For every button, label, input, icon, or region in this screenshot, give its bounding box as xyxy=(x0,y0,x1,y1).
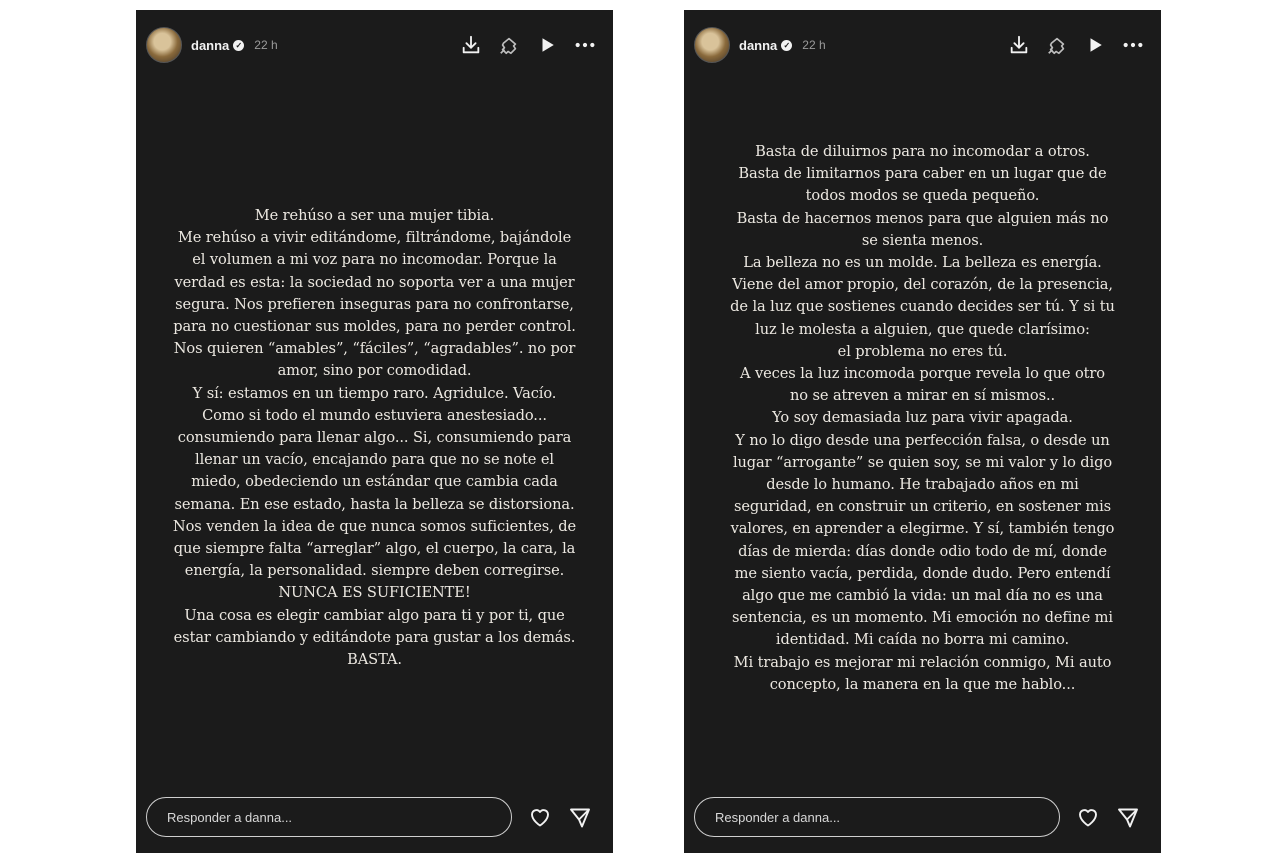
text-line: algo que me cambió la vida: un mal día no es una xyxy=(742,587,1103,605)
download-icon[interactable] xyxy=(1007,33,1031,57)
play-icon[interactable] xyxy=(535,33,559,57)
text-line: Basta de limitarnos para caber en un lugar que de xyxy=(738,165,1107,183)
text-line: el volumen a mi voz para no incomodar. Porque la xyxy=(192,251,557,269)
text-line: Como si todo el mundo estuviera anestesiado... xyxy=(202,406,547,424)
text-line: concepto, la manera en la que me hablo... xyxy=(769,675,1076,693)
username[interactable]: danna xyxy=(739,37,778,53)
text-line: Nos venden la idea de que nunca somos suficientes, de xyxy=(172,517,577,535)
text-line: Me rehúso a ser una mujer tibia. xyxy=(254,207,495,224)
text-line: me siento vacía, perdida, donde dudo. Pero entendí xyxy=(734,564,1111,582)
text-line: consumiendo para llenar algo... Si, consumiendo para xyxy=(177,429,572,447)
text-line: llenar un vacío, encajando para que no se note el xyxy=(195,451,554,469)
verified-badge-icon: ✓ xyxy=(233,40,244,51)
text-line: Mi trabajo es mejorar mi relación conmigo, Mi auto xyxy=(733,653,1112,671)
download-icon[interactable] xyxy=(459,33,483,57)
text-line: seguridad, en construir un criterio, en sostener mis xyxy=(733,498,1112,516)
story-text xyxy=(158,205,591,671)
text-line: identidad. Mi caída no borra mi camino. xyxy=(775,631,1070,649)
reply-bar xyxy=(146,795,601,839)
more-icon[interactable] xyxy=(573,33,597,57)
text-line: valores, en aprender a elegirme. Y sí, también tengo xyxy=(730,520,1115,538)
text-line: Me rehúso a vivir editándome, filtrándome, bajándole xyxy=(177,229,572,247)
text-line: lugar “arrogante” se quien soy, se mi valor y lo digo xyxy=(732,453,1113,471)
text-line: el problema no eres tú. xyxy=(837,342,1008,360)
text-line: Una cosa es elegir cambiar algo para ti y por ti, que xyxy=(184,606,565,624)
heart-icon[interactable] xyxy=(1076,805,1100,829)
text-line: BASTA. xyxy=(347,651,402,669)
text-line: días de mierda: días donde odio todo de mí, donde xyxy=(738,542,1107,560)
story-text xyxy=(706,141,1139,696)
story-header xyxy=(146,30,597,60)
text-line: desde lo humano. He trabajado años en mi xyxy=(766,476,1079,494)
text-line: A veces la luz incomoda porque revela lo que otro xyxy=(740,365,1105,383)
heart-icon[interactable] xyxy=(528,805,552,829)
text-line: Basta de diluirnos para no incomodar a otros. xyxy=(755,143,1090,160)
story-panel[interactable] xyxy=(684,10,1161,853)
text-line: amor, sino por comodidad. xyxy=(277,362,472,380)
text-line: todos modos se queda pequeño. xyxy=(805,187,1040,205)
story-header xyxy=(694,30,1145,60)
text-line: Basta de hacernos menos para que alguien más no xyxy=(736,209,1109,227)
text-line: de la luz que sostienes cuando decides ser tú. Y si tu xyxy=(730,298,1115,316)
more-icon[interactable] xyxy=(1121,33,1145,57)
text-line: miedo, obedeciendo un estándar que cambia cada xyxy=(191,473,558,491)
reply-input[interactable] xyxy=(694,797,1060,837)
text-line: Y sí: estamos en un tiempo raro. Agridulce. Vacío. xyxy=(192,384,557,402)
text-line: que siempre falta “arreglar” algo, el cuerpo, la cara, la xyxy=(173,540,576,558)
story-panel[interactable] xyxy=(136,10,613,853)
timestamp: 22 h xyxy=(254,38,278,52)
reply-bar xyxy=(694,795,1149,839)
text-line: La belleza no es un molde. La belleza es energía. xyxy=(743,254,1102,272)
reply-input[interactable] xyxy=(146,797,512,837)
play-icon[interactable] xyxy=(1083,33,1107,57)
avatar[interactable] xyxy=(146,27,182,63)
username[interactable]: danna xyxy=(191,37,230,53)
timestamp: 22 h xyxy=(802,38,826,52)
verified-badge-icon: ✓ xyxy=(781,40,792,51)
text-line: luz le molesta a alguien, que quede clarísimo: xyxy=(755,320,1090,338)
text-line: semana. En ese estado, hasta la belleza se distorsiona. xyxy=(174,495,575,513)
sticker-icon[interactable] xyxy=(497,33,521,57)
send-icon[interactable] xyxy=(1116,805,1140,829)
send-icon[interactable] xyxy=(568,805,592,829)
text-line: Nos quieren “amables”, “fáciles”, “agradables”. no por xyxy=(173,340,576,358)
text-line: NUNCA ES SUFICIENTE! xyxy=(278,584,471,602)
text-line: estar cambiando y editándote para gustar a los demás. xyxy=(173,628,576,646)
text-line: para no cuestionar sus moldes, para no perder control. xyxy=(173,318,576,336)
text-line: Y no lo digo desde una perfección falsa, o desde un xyxy=(735,431,1110,449)
text-line: Viene del amor propio, del corazón, de la presencia, xyxy=(732,276,1113,294)
text-line: verdad es esta: la sociedad no soporta ver a una mujer xyxy=(174,273,575,291)
avatar[interactable] xyxy=(694,27,730,63)
text-line: segura. Nos prefieren inseguras para no confrontarse, xyxy=(175,295,574,313)
text-line: no se atreven a mirar en sí mismos.. xyxy=(789,387,1056,405)
sticker-icon[interactable] xyxy=(1045,33,1069,57)
text-line: se sienta menos. xyxy=(861,231,984,249)
text-line: Yo soy demasiada luz para vivir apagada. xyxy=(772,409,1073,427)
text-line: energía, la personalidad. siempre deben corregirse. xyxy=(184,562,565,580)
text-line: sentencia, es un momento. Mi emoción no define mi xyxy=(732,609,1113,627)
